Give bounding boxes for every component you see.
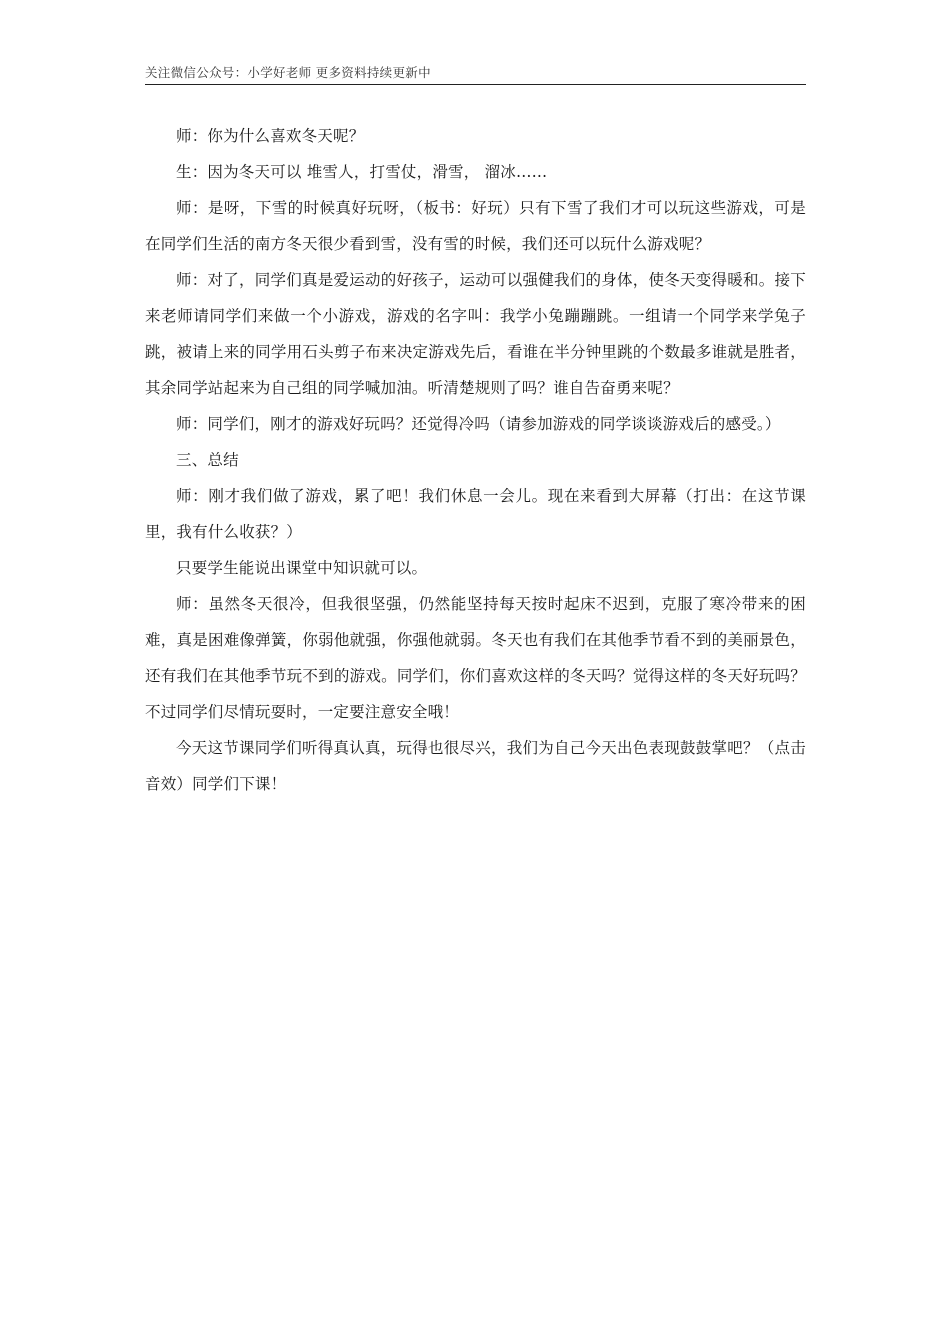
- page-header: [145, 66, 806, 85]
- paragraph-winter-strong: 师：虽然冬天很冷，但我很坚强，仍然能坚持每天按时起床不迟到，克服了寒冷带来的困难，真是困难像弹簧，你弱他就强，你强他就弱。冬天也有我们在其他季节看不到的美丽景色，还有我们在其他季节玩不到的游戏。同学们，你们喜欢这样的冬天吗？觉得这样的冬天好玩吗？不过同学们尽情玩耍时，一定要注意安全哦！: [145, 595, 806, 721]
- paragraph-note: 只要学生能说出课堂中知识就可以。: [176, 559, 428, 577]
- paragraph-rest: 师：刚才我们做了游戏，累了吧！我们休息一会儿。现在来看到大屏幕（打出：在这节课里，我有什么收获？）: [145, 487, 806, 541]
- paragraph-game-feedback: 师：同学们，刚才的游戏好玩吗？还觉得冷吗（请参加游戏的同学谈谈游戏后的感受。）: [176, 415, 781, 433]
- paragraph-question: 师：你为什么喜欢冬天呢？: [176, 127, 365, 145]
- paragraph-student-answer: 生：因为冬天可以 堆雪人，打雪仗，滑雪， 溜冰……: [176, 163, 548, 181]
- section-heading-summary: 三、总结: [176, 451, 239, 469]
- paragraph-teacher-snow: 师：是呀，下雪的时候真好玩呀，（板书：好玩）只有下雪了我们才可以玩这些游戏，可是在同学们生活的南方冬天很少看到雪，没有雪的时候，我们还可以玩什么游戏呢？: [145, 199, 806, 253]
- paragraph-rabbit-game: 师：对了，同学们真是爱运动的好孩子，运动可以强健我们的身体，使冬天变得暖和。接下来老师请同学们来做一个小游戏，游戏的名字叫：我学小兔蹦蹦跳。一组请一个同学来学兔子跳，被请上来的同学用石头剪子布来决定游戏先后，看谁在半分钟里跳的个数最多谁就是胜者，其余同学站起来为自己组的同学喊加油。听清楚规则了吗？谁自告奋勇来呢？: [145, 271, 806, 397]
- document-body: [145, 118, 806, 802]
- header-text: 关注微信公众号：小学好老师 更多资料持续更新中: [145, 65, 431, 80]
- paragraph-closing: 今天这节课同学们听得真认真，玩得也很尽兴，我们为自己今天出色表现鼓鼓掌吧？（点击音效）同学们下课！: [145, 739, 806, 793]
